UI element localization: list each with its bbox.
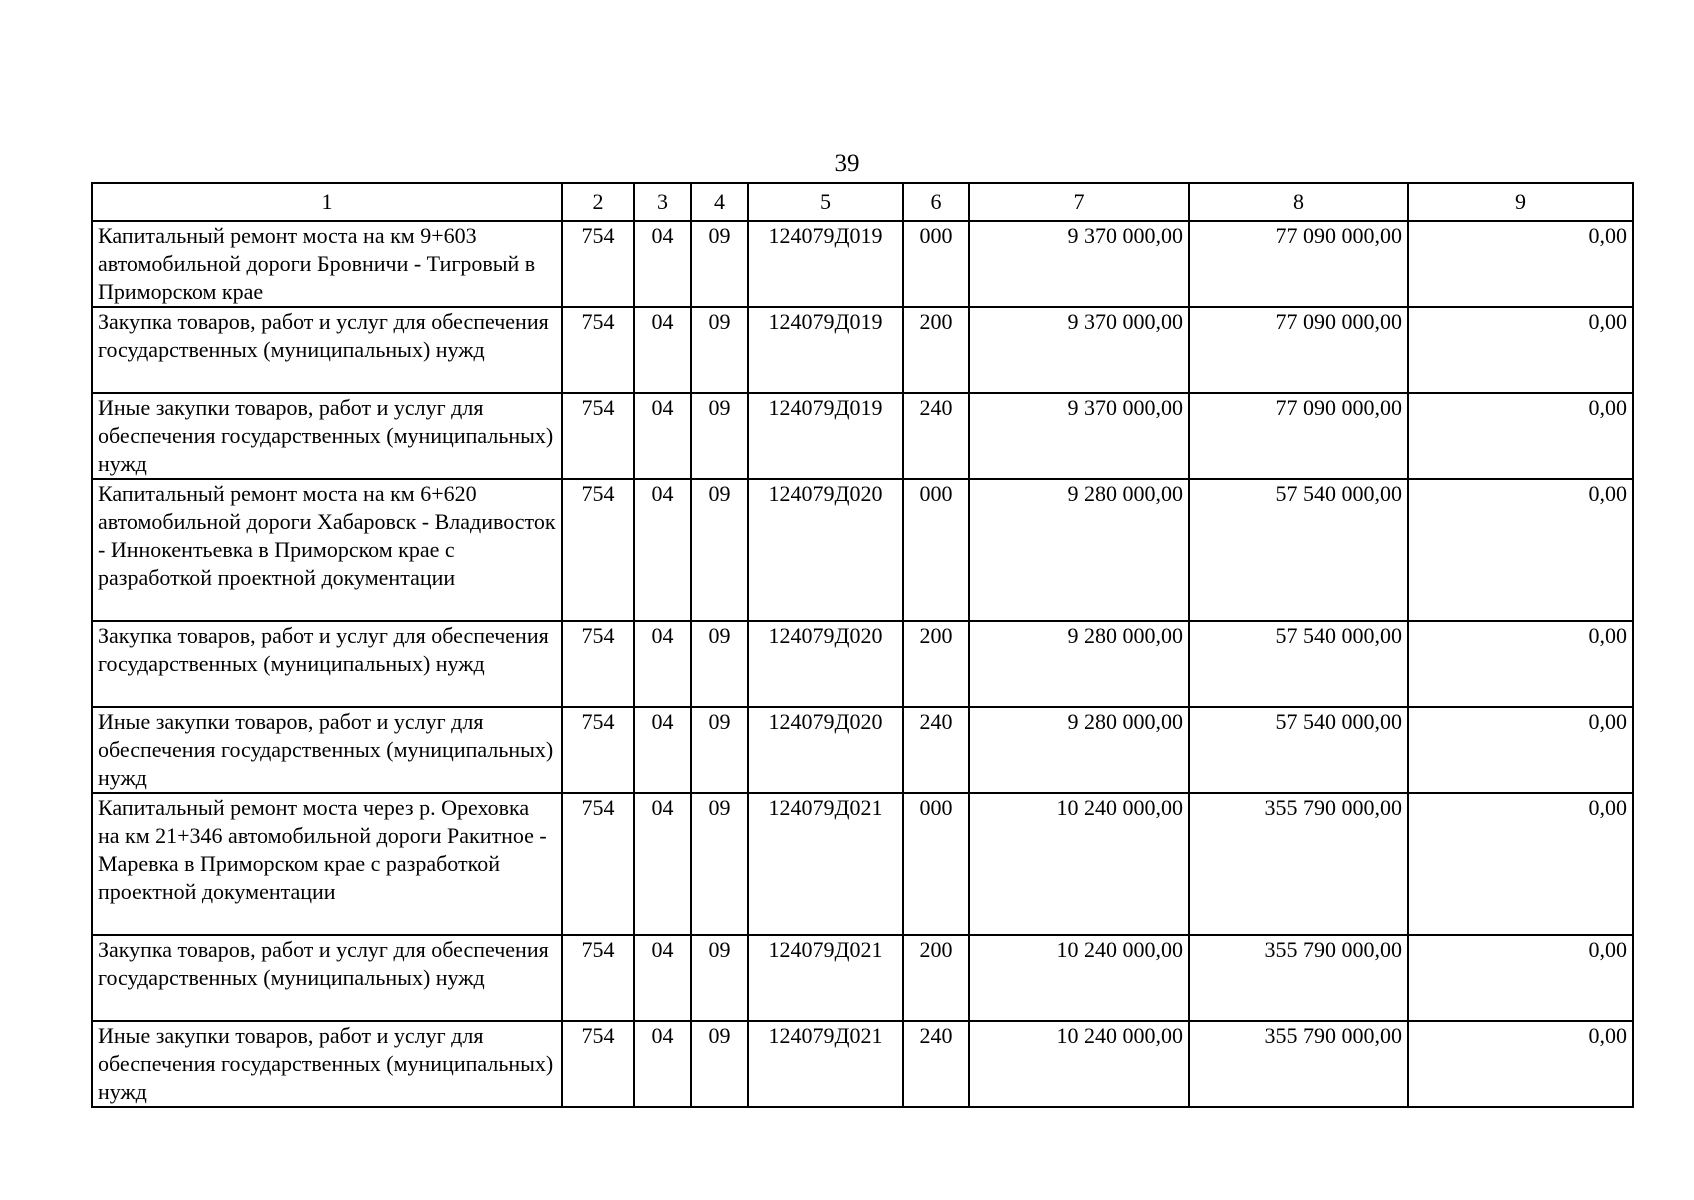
section-code: 04 [634, 793, 691, 935]
amount-col-8: 77 090 000,00 [1189, 221, 1408, 307]
target-article-code: 124079Д020 [748, 479, 903, 621]
amount-col-9: 0,00 [1408, 621, 1633, 707]
subsection-code: 09 [691, 935, 748, 1021]
table-row [92, 393, 1633, 479]
expense-type-code: 200 [903, 307, 969, 393]
target-article-code: 124079Д021 [748, 793, 903, 935]
target-article-code: 124079Д020 [748, 621, 903, 707]
amount-col-7: 9 370 000,00 [969, 393, 1189, 479]
expense-type-code: 200 [903, 935, 969, 1021]
table-row [92, 935, 1633, 1021]
row-description: Закупка товаров, работ и услуг для обеспечения государственных (муниципальных) нужд [92, 935, 562, 1021]
amount-col-8: 77 090 000,00 [1189, 393, 1408, 479]
table-row [92, 1021, 1633, 1107]
row-description: Закупка товаров, работ и услуг для обеспечения государственных (муниципальных) нужд [92, 307, 562, 393]
subsection-code: 09 [691, 393, 748, 479]
amount-col-8: 355 790 000,00 [1189, 793, 1408, 935]
target-article-code: 124079Д021 [748, 1021, 903, 1107]
ministry-code: 754 [562, 307, 634, 393]
target-article-code: 124079Д019 [748, 221, 903, 307]
expense-type-code: 000 [903, 793, 969, 935]
amount-col-9: 0,00 [1408, 307, 1633, 393]
expense-type-code: 000 [903, 221, 969, 307]
ministry-code: 754 [562, 393, 634, 479]
amount-col-9: 0,00 [1408, 479, 1633, 621]
ministry-code: 754 [562, 707, 634, 793]
subsection-code: 09 [691, 1021, 748, 1107]
amount-col-8: 57 540 000,00 [1189, 479, 1408, 621]
row-description: Капитальный ремонт моста через р. Ореховка на км 21+346 автомобильной дороги Ракитное - Маревка в Приморском крае с разработкой проектной документации [92, 793, 562, 935]
ministry-code: 754 [562, 1021, 634, 1107]
column-header-1: 1 [92, 183, 562, 221]
amount-col-7: 9 280 000,00 [969, 707, 1189, 793]
column-header-9: 9 [1408, 183, 1633, 221]
target-article-code: 124079Д021 [748, 935, 903, 1021]
row-description: Иные закупки товаров, работ и услуг для обеспечения государственных (муниципальных) нужд [92, 707, 562, 793]
table-row [92, 707, 1633, 793]
amount-col-9: 0,00 [1408, 1021, 1633, 1107]
expense-type-code: 240 [903, 1021, 969, 1107]
amount-col-7: 10 240 000,00 [969, 793, 1189, 935]
amount-col-9: 0,00 [1408, 393, 1633, 479]
row-description: Иные закупки товаров, работ и услуг для обеспечения государственных (муниципальных) нужд [92, 1021, 562, 1107]
amount-col-8: 77 090 000,00 [1189, 307, 1408, 393]
section-code: 04 [634, 935, 691, 1021]
column-header-2: 2 [562, 183, 634, 221]
column-header-7: 7 [969, 183, 1189, 221]
table-row [92, 307, 1633, 393]
subsection-code: 09 [691, 793, 748, 935]
column-header-4: 4 [691, 183, 748, 221]
ministry-code: 754 [562, 221, 634, 307]
row-description: Иные закупки товаров, работ и услуг для обеспечения государственных (муниципальных) нужд [92, 393, 562, 479]
expense-type-code: 200 [903, 621, 969, 707]
section-code: 04 [634, 393, 691, 479]
expense-type-code: 000 [903, 479, 969, 621]
target-article-code: 124079Д020 [748, 707, 903, 793]
amount-col-7: 10 240 000,00 [969, 935, 1189, 1021]
target-article-code: 124079Д019 [748, 393, 903, 479]
amount-col-9: 0,00 [1408, 707, 1633, 793]
page-number: 39 [834, 150, 860, 177]
column-header-3: 3 [634, 183, 691, 221]
target-article-code: 124079Д019 [748, 307, 903, 393]
subsection-code: 09 [691, 707, 748, 793]
budget-table [91, 182, 1634, 1108]
row-description: Капитальный ремонт моста на км 9+603 автомобильной дороги Бровничи - Тигровый в Приморском крае [92, 221, 562, 307]
amount-col-7: 9 370 000,00 [969, 307, 1189, 393]
column-header-8: 8 [1189, 183, 1408, 221]
amount-col-9: 0,00 [1408, 793, 1633, 935]
amount-col-7: 10 240 000,00 [969, 1021, 1189, 1107]
ministry-code: 754 [562, 621, 634, 707]
ministry-code: 754 [562, 479, 634, 621]
section-code: 04 [634, 707, 691, 793]
amount-col-7: 9 370 000,00 [969, 221, 1189, 307]
table-row [92, 221, 1633, 307]
ministry-code: 754 [562, 935, 634, 1021]
table-row [92, 621, 1633, 707]
amount-col-9: 0,00 [1408, 221, 1633, 307]
amount-col-8: 57 540 000,00 [1189, 707, 1408, 793]
amount-col-7: 9 280 000,00 [969, 479, 1189, 621]
column-header-6: 6 [903, 183, 969, 221]
section-code: 04 [634, 621, 691, 707]
table-row [92, 793, 1633, 935]
expense-type-code: 240 [903, 393, 969, 479]
subsection-code: 09 [691, 221, 748, 307]
row-description: Капитальный ремонт моста на км 6+620 автомобильной дороги Хабаровск - Владивосток - Иннокентьевка в Приморском крае с разработкой проектной документации [92, 479, 562, 621]
subsection-code: 09 [691, 621, 748, 707]
subsection-code: 09 [691, 479, 748, 621]
section-code: 04 [634, 307, 691, 393]
amount-col-8: 57 540 000,00 [1189, 621, 1408, 707]
subsection-code: 09 [691, 307, 748, 393]
section-code: 04 [634, 1021, 691, 1107]
amount-col-8: 355 790 000,00 [1189, 935, 1408, 1021]
ministry-code: 754 [562, 793, 634, 935]
table-row [92, 479, 1633, 621]
amount-col-9: 0,00 [1408, 935, 1633, 1021]
row-description: Закупка товаров, работ и услуг для обеспечения государственных (муниципальных) нужд [92, 621, 562, 707]
header-row [92, 183, 1633, 221]
amount-col-7: 9 280 000,00 [969, 621, 1189, 707]
amount-col-8: 355 790 000,00 [1189, 1021, 1408, 1107]
column-header-5: 5 [748, 183, 903, 221]
expense-type-code: 240 [903, 707, 969, 793]
section-code: 04 [634, 221, 691, 307]
section-code: 04 [634, 479, 691, 621]
